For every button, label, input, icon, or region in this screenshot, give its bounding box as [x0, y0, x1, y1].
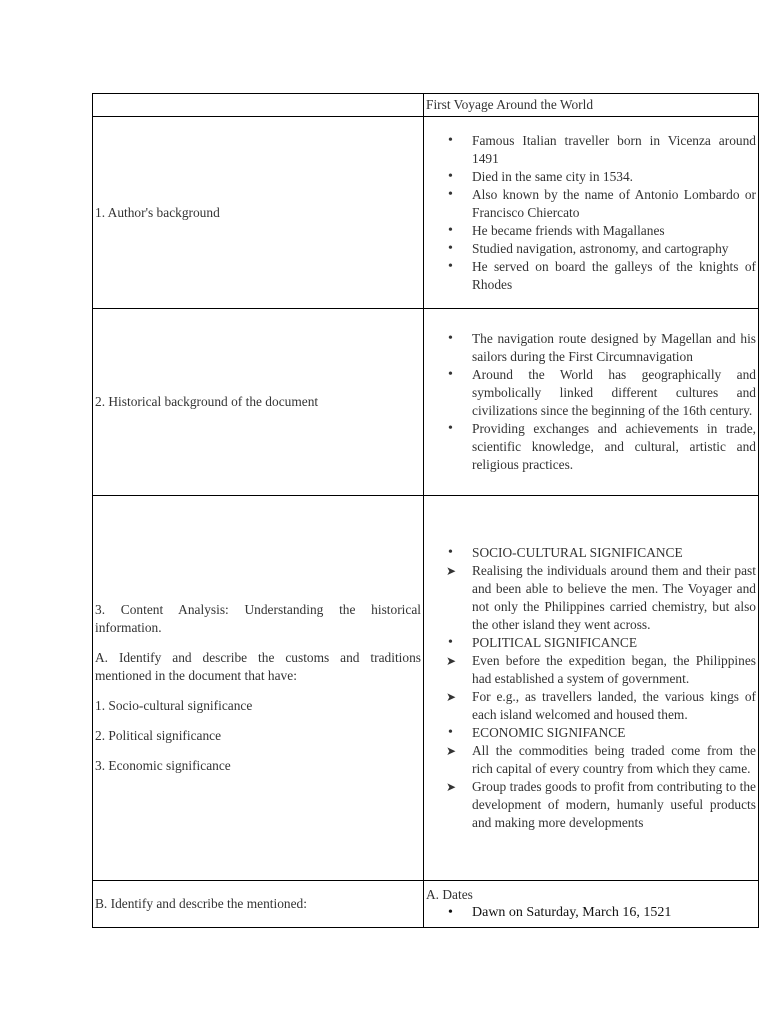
list-item: • He served on board the galleys of the knights of Rhodes	[426, 258, 756, 294]
list-item: ➤ For e.g., as travellers landed, the various kings of each island welcomed and housed them.	[426, 688, 756, 724]
analysis-table	[92, 93, 759, 928]
list-item: • Providing exchanges and achievements in trade, scientific knowledge, and cultural, artistic and religious practices.	[426, 420, 756, 474]
economic-label: 3. Economic significance	[95, 758, 231, 773]
list-item: • Also known by the name of Antonio Lombardo or Francisco Chiercato	[426, 186, 756, 222]
socio-cultural-label: 1. Socio-cultural significance	[95, 698, 253, 713]
row-label-historical: 2. Historical background of the document	[93, 309, 424, 496]
content-analysis-heading: 3. Content Analysis: Understanding the historical information.	[95, 602, 421, 635]
significance-cell	[424, 496, 759, 881]
content-analysis-cell	[93, 496, 424, 881]
table-row	[93, 309, 759, 496]
table-row	[93, 496, 759, 881]
list-item: • Died in the same city in 1534.	[426, 168, 756, 186]
list-item: ➤ Even before the expedition began, the Philippines had established a system of government.	[426, 652, 756, 688]
dates-heading: A. Dates	[426, 887, 473, 902]
historical-list	[426, 330, 756, 474]
list-item: • He became friends with Magallanes	[426, 222, 756, 240]
header-left-cell	[93, 94, 424, 117]
list-item: • Studied navigation, astronomy, and cartography	[426, 240, 756, 258]
historical-background-cell	[424, 309, 759, 496]
author-list	[426, 132, 756, 294]
row-label-author: 1. Author's background	[93, 117, 424, 309]
dates-cell	[424, 881, 759, 928]
table-row	[93, 117, 759, 309]
row-label-mentioned: B. Identify and describe the mentioned:	[93, 881, 424, 928]
list-item: • ECONOMIC SIGNIFANCE	[426, 724, 756, 742]
table-header-row	[93, 94, 759, 117]
list-item: • The navigation route designed by Magellan and his sailors during the First Circumnavigation	[426, 330, 756, 366]
significance-list	[426, 544, 756, 832]
list-item: ➤ Realising the individuals around them and their past and been able to believe the men. The Voyager and not only the Philippines carried chemistry, but also the other island they went across.	[426, 562, 756, 634]
author-background-cell	[424, 117, 759, 309]
list-item: • Around the World has geographically and symbolically linked different cultures and civilizations since the beginning of the 16th century.	[426, 366, 756, 420]
customs-question: A. Identify and describe the customs and traditions mentioned in the document that have:	[95, 650, 421, 683]
dates-list	[426, 904, 756, 922]
table-row	[93, 881, 759, 928]
political-label: 2. Political significance	[95, 728, 222, 743]
list-item: • Famous Italian traveller born in Vicenza around 1491	[426, 132, 756, 168]
list-item: • Dawn on Saturday, March 16, 1521	[426, 904, 756, 922]
list-item: ➤ All the commodities being traded come from the rich capital of every country from which they came.	[426, 742, 756, 778]
header-title: First Voyage Around the World	[424, 94, 759, 117]
list-item: • SOCIO-CULTURAL SIGNIFICANCE	[426, 544, 756, 562]
list-item: • POLITICAL SIGNIFICANCE	[426, 634, 756, 652]
list-item: ➤ Group trades goods to profit from contributing to the development of modern, humanly useful products and making more developments	[426, 778, 756, 832]
